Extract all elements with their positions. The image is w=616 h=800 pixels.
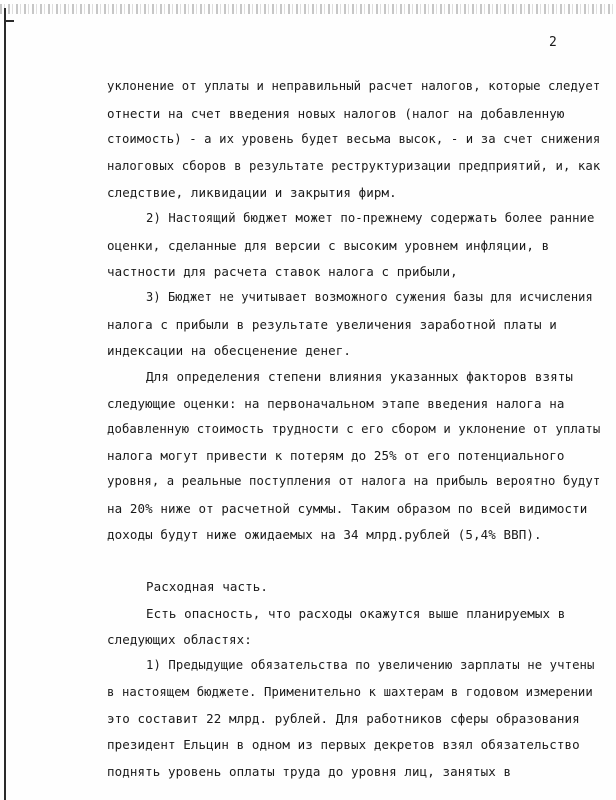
text-line: доходы будут ниже ожидаемых на 34 млрд.рублей (5,4% ВВП). bbox=[107, 527, 542, 542]
text-line: на 20% ниже от расчетной суммы. Таким образом по всей видимости bbox=[107, 501, 588, 516]
scan-edge-left bbox=[4, 8, 6, 800]
text-line: отнести на счет введения новых налогов (налог на добавленную bbox=[107, 106, 565, 121]
text-line: следующих областях: bbox=[107, 632, 252, 647]
text-line: налога могут привести к потерям до 25% от его потенциального bbox=[107, 448, 565, 463]
section-heading: Расходная часть. bbox=[146, 579, 269, 594]
text-line: частности для расчета ставок налога с прибыли, bbox=[107, 264, 458, 279]
text-line: уклонение от уплаты и неправильный расчет налогов, которые следует bbox=[107, 79, 601, 93]
text-line: президент Ельцин в одном из первых декретов взял обязательство bbox=[107, 737, 580, 752]
scan-edge-top bbox=[0, 4, 616, 14]
text-line: Для определения степени влияния указанных факторов взяты bbox=[146, 369, 574, 384]
text-line: стоимость) - а их уровень будет весьма высок, - и за счет снижения bbox=[107, 132, 601, 146]
text-line: 2) Настоящий бюджет может по-прежнему содержать более ранние bbox=[146, 211, 595, 225]
text-line: 3) Бюджет не учитывает возможного сужения базы для исчисления bbox=[146, 290, 593, 304]
text-line: следствие, ликвидации и закрытия фирм. bbox=[107, 185, 397, 200]
text-line: уровня, а реальные поступления от налога на прибыль вероятно будут bbox=[107, 474, 601, 488]
scan-edge-mark bbox=[6, 20, 14, 22]
text-line: индексации на обесценение денег. bbox=[107, 343, 352, 358]
text-line: в настоящем бюджете. Применительно к шахтерам в годовом измерении bbox=[107, 685, 593, 699]
text-line: добавленную стоимость трудности с его сбором и уклонение от уплаты bbox=[107, 422, 601, 436]
page-number: 2 bbox=[549, 35, 557, 50]
text-line: 1) Предыдущие обязательства по увеличению зарплаты не учтены bbox=[146, 658, 595, 672]
text-line: это составит 22 млрд. рублей. Для работников сферы образования bbox=[107, 711, 580, 726]
text-line: налоговых сборов в результате реструктуризации предприятий, и, как bbox=[107, 159, 601, 173]
text-line: Есть опасность, что расходы окажутся выше планируемых в bbox=[146, 606, 566, 621]
text-line: поднять уровень оплаты труда до уровня лиц, занятых в bbox=[107, 764, 512, 779]
text-line: оценки, сделанные для версии с высоким уровнем инфляции, в bbox=[107, 238, 550, 253]
text-line: налога с прибыли в результате увеличения заработной платы и bbox=[107, 317, 557, 332]
text-line: следующие оценки: на первоначальном этапе введения налога на bbox=[107, 396, 565, 411]
